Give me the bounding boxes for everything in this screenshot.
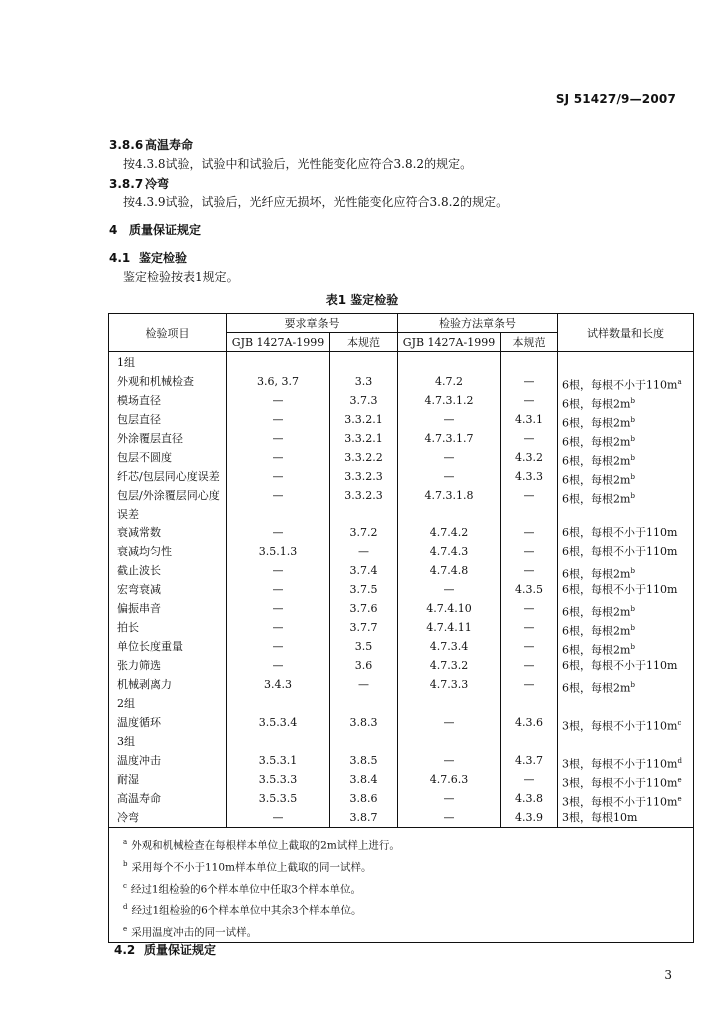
section-title: 高温寿命 [145,138,194,152]
table-row-11-sample: 6根，每根$2m^b$ [562,567,635,581]
note-text: 采用每个不小于110m样本单位上截取的同一试样。 [131,861,372,874]
table-row-20-item: 3组 [117,734,135,748]
table-row-11-gjb-req: — [272,564,284,578]
table-row-1-sample: 6根，每根不小于$110m^a$ [562,377,682,392]
table-row-16-sample: 6根，每根不小于110m [562,659,678,672]
table-row-14-sample: 6根，每根$2m^b$ [562,624,635,638]
table-row-5-gjb-req: — [272,450,284,464]
section-title: 质量保证规定 [144,943,217,957]
column-this-req [330,352,398,828]
table-row-13-this-req: 3.7.6 [349,602,378,616]
table-row-15-this-method: — [523,640,535,654]
column-gjb-req [227,352,330,828]
table-row-8-item: 误差 [117,507,139,521]
table-row-11-item: 截止波长 [117,564,161,578]
table-row-0-item: 1组 [117,356,135,369]
table-row-3-this-method: 4.3.1 [515,412,543,426]
table-row-20-gjb-method [398,733,500,752]
table-row-11-this-method: — [523,564,535,578]
table-notes [109,828,694,943]
table-row-0-gjb-method [398,354,500,373]
table-row-9-sample: 6根，每根不小于110m [562,526,678,540]
table-row-17-this-method: — [523,677,535,691]
note-mark: d [123,903,128,912]
table-row-24-this-method: 4.3.9 [515,810,543,824]
note-text: 经过1组检验的6个样本单位中其余3个样本单位。 [131,904,362,917]
table-row-20-this-req [330,733,397,752]
table-row-12-gjb-req: — [272,583,284,597]
table-note [123,897,693,919]
table-row-15-this-req: 3.5 [354,640,373,654]
table-row-18-this-method [501,695,557,714]
table-note [123,854,693,876]
table-row-7-gjb-req: — [272,488,284,502]
header-item: 检验项目 [109,314,227,352]
table-row-2-this-method: — [523,393,535,407]
table-row-4-this-req: 3.3.2.1 [344,431,383,445]
table-row-22-gjb-req: 3.5.3.3 [258,772,298,786]
table-row-18-gjb-method [398,695,500,714]
footnote-ref: b [630,680,635,689]
chapter-4-heading [109,221,201,238]
table-row-17-gjb-req: 3.4.3 [264,677,292,691]
footnote-ref: b [630,415,635,424]
table-row-18-item: 2组 [117,696,135,710]
table-row-9-item: 衰减常数 [117,526,161,540]
table-row-22-sample: 3根，每根不小于$110m^e$ [562,775,682,790]
table-row-18-this-req [330,695,397,714]
footnote-ref: a [677,377,682,386]
header-method: 检验方法章条号 [398,314,558,333]
table-row-19-item: 温度循环 [117,715,161,729]
table-row-21-sample: 3根，每根不小于$110m^d$ [562,756,682,771]
table-row-17-gjb-method: 4.7.3.3 [429,677,469,691]
note-mark: a [123,838,128,847]
note-text: 采用温度冲击的同一试样。 [131,926,258,939]
table-row-12-this-req: 3.7.5 [349,583,378,597]
table-row-16-gjb-req: — [272,659,284,672]
section-number: 3.8.7 [109,177,144,191]
table-row-6-this-req: 3.3.2.3 [344,469,383,483]
table-row-23-this-method: 4.3.8 [515,791,543,805]
table-row-22-item: 耐湿 [117,772,139,786]
table-row-6-item: 纤芯/包层同心度误差 [117,469,220,483]
table-row-7-item: 包层/外涂覆层同心度 [117,488,220,502]
table-row-6-gjb-method: — [443,469,455,483]
table-row-8-this-req [330,506,397,525]
footnote-ref: d [677,756,682,765]
note-text: 经过1组检验的6个样本单位中任取3个样本单位。 [130,883,361,896]
section-number: 3.8.6 [109,138,144,152]
footnote-ref: b [630,624,635,633]
header-this-req: 本规范 [330,333,398,352]
note-mark: b [123,860,128,869]
table-row-0-this-req [330,354,397,373]
table-row-21-this-method: 4.3.7 [515,753,543,767]
table-row-2-item: 模场直径 [117,393,161,407]
table-row-23-gjb-method: — [443,791,455,805]
inspection-table [108,313,694,943]
table-row-12-this-method: 4.3.5 [515,583,543,597]
section-4-2-heading [114,941,216,958]
table-row-3-item: 包层直径 [117,412,161,426]
table-row-10-gjb-method: 4.7.4.3 [429,545,469,559]
header-gjb-method: GJB 1427A-1999 [398,333,501,352]
table-row-10-this-req: — [358,545,369,559]
footnote-ref: b [630,643,635,652]
table-row-5-sample: 6根，每根$2m^b$ [562,453,635,468]
table-row-3-gjb-method: — [443,412,455,426]
table-row-24-gjb-method: — [443,810,455,824]
table-row-13-sample: 6根，每根$2m^b$ [562,605,635,619]
table-row-5-gjb-method: — [443,450,455,464]
table-row-23-item: 高温寿命 [117,791,161,805]
table-row-1-item: 外观和机械检查 [117,374,194,388]
table-row-8-this-method [501,506,557,525]
footnote-ref: b [630,434,635,443]
note-mark: c [123,881,127,890]
table-row-4-gjb-req: — [272,431,284,445]
table-row-23-sample: 3根，每根不小于$110m^e$ [562,794,682,809]
table-row-15-item: 单位长度重量 [117,640,183,654]
table-row-6-sample: 6根，每根$2m^b$ [562,472,635,487]
table-row-19-this-method: 4.3.6 [515,715,543,729]
table-row-19-sample: 3根，每根不小于$110m^c$ [562,718,682,733]
table-row-18-sample [558,695,693,714]
table-row-15-sample: 6根，每根$2m^b$ [562,643,635,657]
table-row-23-this-req: 3.8.6 [349,791,378,805]
table-row-10-item: 衰减均匀性 [117,545,172,559]
table-row-24-item: 冷弯 [117,810,139,824]
header-gjb-req: GJB 1427A-1999 [227,333,330,352]
table-row-16-this-req: 3.6 [354,659,373,672]
table-note [123,876,693,898]
table-row-14-gjb-method: 4.7.4.11 [426,621,472,635]
table-row-21-gjb-req: 3.5.3.1 [258,753,298,767]
table-row-20-sample [558,733,693,752]
table-row-24-gjb-req: — [272,810,284,824]
table-row-7-sample: 6根，每根$2m^b$ [562,491,635,506]
table-row-12-sample: 6根，每根不小于110m [562,583,678,597]
table-row-2-gjb-method: 4.7.3.1.2 [424,393,474,407]
table-row-2-gjb-req: — [272,393,284,407]
table-row-0-gjb-req [227,354,329,373]
table-row-17-this-req: — [358,677,369,691]
table-row-21-this-req: 3.8.5 [349,753,378,767]
table-row-19-gjb-req: 3.5.3.4 [258,715,298,729]
header-sample: 试样数量和长度 [558,314,694,352]
table-row-4-this-method: — [523,431,535,445]
table-row-2-this-req: 3.7.3 [349,393,378,407]
table-row-8-gjb-req [227,506,329,525]
table-row-5-this-method: 4.3.2 [515,450,543,464]
table-title: 表1 鉴定检验 [325,293,399,307]
table-row-4-sample: 6根，每根$2m^b$ [562,434,635,449]
table-row-11-gjb-method: 4.7.4.8 [429,564,469,578]
header-this-method: 本规范 [501,333,558,352]
table-row-7-this-method: — [523,488,535,502]
table-row-20-gjb-req [227,733,329,752]
table-row-14-this-method: — [523,621,535,635]
table-row-10-gjb-req: 3.5.1.3 [258,545,298,559]
table-row-8-gjb-method [398,506,500,525]
column-sample [558,352,694,828]
table-row-6-gjb-req: — [272,469,284,483]
table-row-19-this-req: 3.8.3 [349,715,378,729]
table-row-14-this-req: 3.7.7 [349,621,378,635]
table-row-21-gjb-method: — [443,753,455,767]
table-row-20-this-method [501,733,557,752]
table-row-12-gjb-method: — [443,583,455,597]
section-3-8-7-text: 按4.3.9试验，试验后，光纤应无损坏，光性能变化应符合3.8.2的规定。 [123,195,509,209]
doc-code: SJ 51427/9—2007 [555,92,676,106]
table-row-19-gjb-method: — [443,715,455,729]
table-row-3-sample: 6根，每根$2m^b$ [562,415,635,430]
footnote-ref: b [630,605,635,614]
table-row-5-this-req: 3.3.2.2 [344,450,383,464]
table-row-15-gjb-req: — [272,640,284,654]
chapter-title: 质量保证规定 [129,223,202,237]
table-row-3-gjb-req: — [272,412,284,426]
section-4-1-heading [109,249,187,266]
footnote-ref: e [677,775,682,784]
table-row-13-gjb-req: — [272,602,284,616]
table-row-11-this-req: 3.7.4 [349,564,378,578]
footnote-ref: c [677,718,682,727]
table-row-1-this-req: 3.3 [354,374,373,388]
note-mark: e [123,924,128,933]
section-3-8-6-text: 按4.3.8试验，试验中和试验后，光性能变化应符合3.8.2的规定。 [123,157,473,171]
section-3-8-7-heading [109,175,169,192]
table-row-23-gjb-req: 3.5.3.5 [258,791,298,805]
section-number: 4.2 [114,943,136,957]
table-row-14-item: 拍长 [117,621,139,635]
table-row-5-item: 包层不圆度 [117,450,172,464]
table-row-10-sample: 6根，每根不小于110m [562,545,678,559]
footnote-ref: b [630,396,635,405]
table-row-13-this-method: — [523,602,535,616]
table-row-21-item: 温度冲击 [117,753,161,767]
table-row-3-this-req: 3.3.2.1 [344,412,383,426]
footnote-ref: b [630,472,635,481]
table-row-24-sample: 3根，每根10m [562,810,638,824]
section-number: 4.1 [109,251,131,265]
table-row-9-gjb-method: 4.7.4.2 [429,526,469,540]
chapter-number: 4 [109,223,118,237]
table-row-9-this-req: 3.7.2 [349,526,378,540]
table-row-16-this-method: — [523,659,535,672]
table-row-12-item: 宏弯衰减 [117,583,161,597]
table-row-16-gjb-method: 4.7.3.2 [429,659,469,672]
table-row-10-this-method: — [523,545,535,559]
footnote-ref: b [630,453,635,462]
column-item [109,352,227,828]
table-row-1-gjb-req: 3.6, 3.7 [257,374,299,388]
section-3-8-6-heading [109,136,193,153]
footnote-ref: b [630,567,635,576]
table-row-2-sample: 6根，每根$2m^b$ [562,396,635,411]
table-row-1-gjb-method: 4.7.2 [435,374,463,388]
footnote-ref: b [630,491,635,500]
table-row-4-item: 外涂覆层直径 [117,431,183,445]
column-gjb-method [398,352,501,828]
table-row-24-this-req: 3.8.7 [349,810,378,824]
table-row-13-gjb-method: 4.7.4.10 [426,602,472,616]
column-this-method [501,352,558,828]
table-row-13-item: 偏振串音 [117,602,161,616]
table-row-18-gjb-req [227,695,329,714]
table-row-22-gjb-method: 4.7.6.3 [429,772,469,786]
table-row-9-gjb-req: — [272,526,284,540]
footnote-ref: e [677,794,682,803]
section-title: 冷弯 [145,177,170,191]
section-title: 鉴定检验 [139,251,188,265]
table-row-7-this-req: 3.3.2.3 [344,488,383,502]
table-row-14-gjb-req: — [272,621,284,635]
table-row-6-this-method: 4.3.3 [515,469,543,483]
table-row-17-sample: 6根，每根$2m^b$ [562,680,635,695]
table-row-22-this-req: 3.8.4 [349,772,378,786]
table-row-17-item: 机械剥离力 [117,677,172,691]
table-note [123,832,693,854]
page-number: 3 [664,968,672,982]
table-note [123,919,693,941]
header-req: 要求章条号 [227,314,398,333]
table-row-7-gjb-method: 4.7.3.1.8 [424,488,474,502]
table-row-22-this-method: — [523,772,535,786]
table-row-1-this-method: — [523,374,535,388]
table-row-16-item: 张力筛选 [117,659,161,672]
section-4-1-text: 鉴定检验按表1规定。 [123,270,239,284]
table-row-15-gjb-method: 4.7.3.4 [429,640,469,654]
table-row-0-this-method [501,354,557,373]
note-text: 外观和机械检查在每根样本单位上截取的2m试样上进行。 [131,839,400,852]
table-row-9-this-method: — [523,526,535,540]
table-row-0-sample [558,354,693,373]
table-row-8-sample [558,506,693,525]
table-row-4-gjb-method: 4.7.3.1.7 [424,431,474,445]
